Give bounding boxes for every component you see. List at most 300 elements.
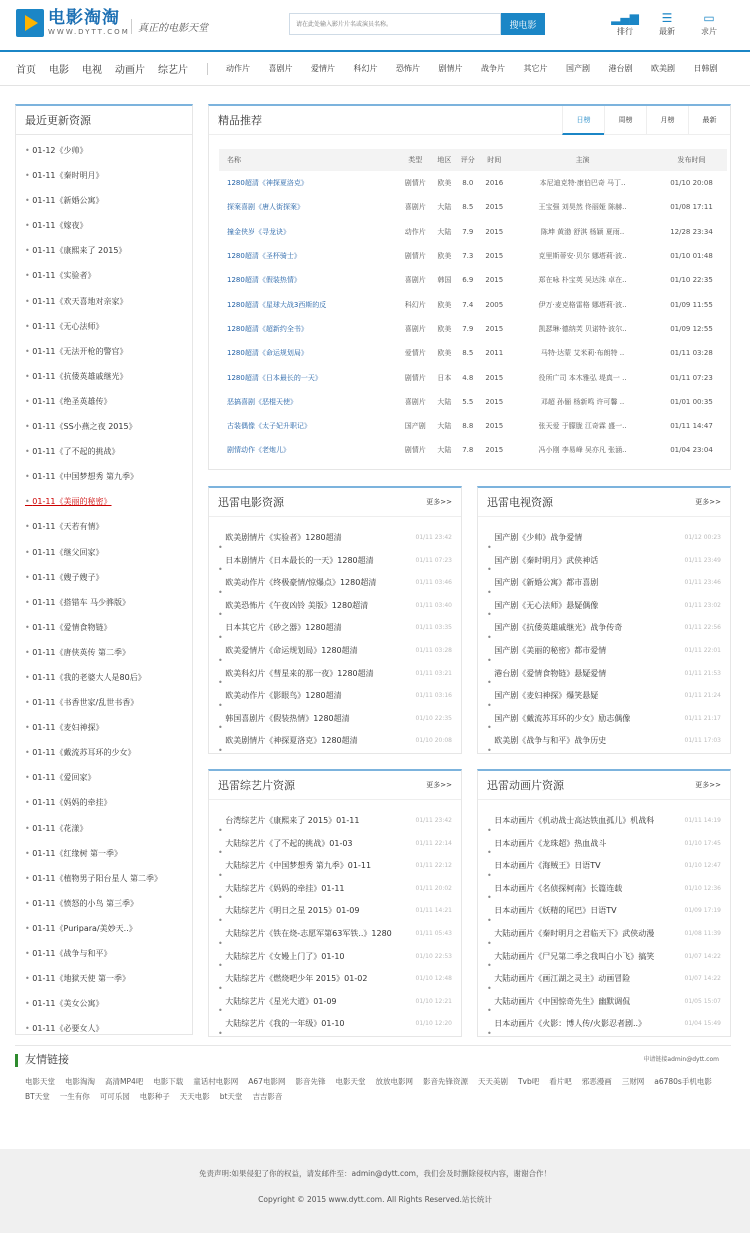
movie-title-link[interactable]: 1280超清《星球大战3西斯的反 <box>227 300 327 309</box>
list-item[interactable] <box>487 572 721 595</box>
list-item[interactable] <box>487 833 721 856</box>
tab-daily[interactable]: 日榜 <box>562 106 604 135</box>
search-bar <box>289 13 545 35</box>
nav-sub-item[interactable]: 剧情片 <box>438 64 463 73</box>
table-row[interactable] <box>219 438 727 462</box>
recent-item[interactable]: • 01-11《植物男子阳台星人 第二季》 <box>25 866 192 891</box>
nav-sub-item[interactable]: 爱情片 <box>311 64 335 73</box>
recent-item[interactable]: • 01-11《天若有情》 <box>25 514 192 539</box>
list-item[interactable] <box>218 550 452 573</box>
table-row[interactable] <box>219 365 727 389</box>
more-link[interactable]: 更多>> <box>695 498 721 506</box>
nav-item[interactable]: 动画片 <box>115 65 145 76</box>
friend-link[interactable]: 影音先锋 <box>295 1077 326 1086</box>
movie-title-link[interactable]: 1280超清《神探夏洛克》 <box>227 179 308 188</box>
table-cell: 欧美 <box>437 179 452 188</box>
list-item-title[interactable]: 国产剧《秦时明月》武侠神话 <box>494 555 599 565</box>
table-cell: 凯瑟琳·德纳芙 贝诺特·波尔.. <box>538 324 627 333</box>
list-item[interactable] <box>218 708 452 731</box>
table-cell: 剧情片 <box>404 179 426 188</box>
movie-title-link[interactable]: 剧情动作《老炮儿》 <box>227 446 290 455</box>
recent-item[interactable]: • 01-11《欢天喜地对亲家》 <box>25 289 192 314</box>
footer <box>0 1149 750 1233</box>
list-item[interactable] <box>218 640 452 663</box>
nav-divider <box>207 63 208 75</box>
recent-item[interactable]: • 01-11《美女公寓》 <box>25 991 192 1016</box>
nav-item[interactable]: 首页 <box>16 65 36 76</box>
list-item-time: 01/11 20:02 <box>415 884 452 892</box>
table-cell: 韩国 <box>437 276 452 285</box>
main-nav <box>0 52 750 86</box>
table-cell: 剧情片 <box>404 252 426 261</box>
friend-link[interactable]: 可可乐园 <box>99 1092 130 1101</box>
table-row[interactable] <box>219 268 727 292</box>
list-item-time: 01/11 03:40 <box>415 601 452 609</box>
list-item-title[interactable]: 日本动画片《龙珠超》热血战斗 <box>494 838 607 848</box>
list-item-time: 01/11 22:12 <box>415 862 452 870</box>
list-item[interactable] <box>218 685 452 708</box>
list-item[interactable] <box>218 730 452 753</box>
list-item[interactable] <box>487 685 721 708</box>
tab-monthly[interactable]: 月榜 <box>646 106 688 135</box>
movie-title-link[interactable]: 探案喜剧《唐人街探案》 <box>227 203 304 212</box>
nav-sub-item[interactable]: 动作片 <box>226 64 250 73</box>
list-item-time: 01/10 20:08 <box>415 737 452 745</box>
friend-link[interactable]: 影音先锋资源 <box>422 1077 468 1086</box>
list-item[interactable] <box>218 810 452 833</box>
table-cell: 2015 <box>485 373 504 382</box>
list-item-title[interactable]: 日本动画片《名侦探柯南》长篇连载 <box>494 883 623 893</box>
movie-title-link[interactable]: 古装偶像《太子妃升职记》 <box>227 422 311 431</box>
nav-sub-item[interactable]: 港台剧 <box>608 64 633 73</box>
table-cell: 01/09 11:55 <box>670 300 713 309</box>
list-item-title[interactable]: 日本动画片《火影：博人传/火影忍者剧..》 <box>494 1019 647 1029</box>
anime-panel <box>477 769 731 1037</box>
table-cell: 克里斯蒂安·贝尔 娜塔莉·波.. <box>538 252 627 261</box>
friend-link[interactable]: 邪恶漫画 <box>581 1077 612 1086</box>
recent-item[interactable]: • 01-11《爱情食物链》 <box>25 615 192 640</box>
list-item-title[interactable]: 国产剧《抗倭英雄戚继光》战争传奇 <box>494 623 623 633</box>
movie-title-link[interactable]: 恶搞喜剧《恶棍天使》 <box>227 397 297 406</box>
featured-tabs <box>562 106 730 135</box>
movie-title-link[interactable]: 1280超清《圣杯骑士》 <box>227 252 301 261</box>
list-item[interactable] <box>487 855 721 878</box>
table-cell: 5.5 <box>462 397 474 406</box>
friend-contact[interactable]: 申请链接admin@dytt.com <box>643 1056 719 1063</box>
table-cell: 01/04 23:04 <box>670 446 713 455</box>
table-header: 地区 <box>433 149 456 171</box>
list-item-title[interactable]: 港台剧《爱情食物链》悬疑爱情 <box>494 668 607 678</box>
list-item[interactable] <box>487 550 721 573</box>
nav-sub-item[interactable]: 战争片 <box>481 64 505 73</box>
more-link[interactable]: 更多>> <box>426 781 452 789</box>
play-logo-icon <box>16 9 44 37</box>
list-item[interactable] <box>487 640 721 663</box>
list-item-title[interactable]: 韩国喜剧片《假装热情》1280超清 <box>225 713 350 723</box>
table-header: 发布时间 <box>656 149 727 171</box>
list-item[interactable] <box>487 810 721 833</box>
tab-weekly[interactable]: 周榜 <box>604 106 646 135</box>
movie-title-link[interactable]: 1280超清《假装热情》 <box>227 276 301 285</box>
friend-link[interactable]: 天天电影 <box>179 1092 210 1101</box>
table-cell: 役所广司 本木雅弘 堤真一 .. <box>538 373 627 382</box>
recent-item[interactable]: • 01-11《美丽的秘密》 <box>25 489 192 514</box>
recent-item[interactable]: • 01-11《必要女人》 <box>25 1016 192 1041</box>
table-row[interactable] <box>219 292 727 316</box>
table-cell: 2015 <box>485 446 504 455</box>
recent-item[interactable]: • 01-11《实验者》 <box>25 263 192 288</box>
list-item-time: 01/11 03:21 <box>415 669 452 677</box>
table-cell: 8.0 <box>462 179 474 188</box>
friend-links-panel <box>15 1045 731 1113</box>
list-item-time: 01/11 23:02 <box>684 601 721 609</box>
list-item-title[interactable]: 国产剧《少帅》战争爱情 <box>494 533 583 542</box>
recent-item[interactable]: • 01-11《花漾》 <box>25 816 192 841</box>
list-item-title[interactable]: 欧美动作片《终极豪情/惊爆点》1280超清 <box>225 578 377 588</box>
table-cell: 7.4 <box>462 300 474 309</box>
list-item[interactable] <box>218 1013 452 1036</box>
table-header: 评分 <box>456 149 479 171</box>
variety-list <box>209 800 461 1036</box>
list-item-time: 01/05 15:07 <box>684 997 721 1005</box>
list-item-time: 01/11 03:46 <box>415 579 452 587</box>
list-item-title[interactable]: 日本动画片《海贼王》日语TV <box>494 861 601 871</box>
list-item-title[interactable]: 欧美剧情片《神探夏洛克》1280超清 <box>225 736 358 746</box>
list-item[interactable] <box>218 527 452 550</box>
table-cell: 王宝强 刘昊然 佟丽娅 陈赫.. <box>538 203 627 212</box>
recent-item[interactable]: • 01-11《无法开枪的警官》 <box>25 339 192 364</box>
recent-item[interactable]: • 01-11《红缘树 第一季》 <box>25 841 192 866</box>
list-item[interactable] <box>487 595 721 618</box>
list-item[interactable] <box>487 923 721 946</box>
list-item[interactable] <box>487 663 721 686</box>
list-item-title[interactable]: 大陆综艺片《中国梦想秀 第九季》01-11 <box>225 861 372 871</box>
logo-name: 电影淘淘 <box>48 8 120 28</box>
list-item[interactable] <box>218 946 452 969</box>
table-row[interactable] <box>219 414 727 438</box>
table-cell: 张天爱 于朦胧 江奇霖 盛一.. <box>538 422 627 431</box>
nav-item[interactable]: 电视 <box>82 65 102 76</box>
table-cell: 8.5 <box>462 349 474 358</box>
list-item-title[interactable]: 大陆综艺片《了不起的挑战》01-03 <box>225 838 353 848</box>
recent-panel <box>15 104 193 1035</box>
list-item[interactable] <box>218 923 452 946</box>
list-item-title[interactable]: 欧美剧《战争与和平》战争历史 <box>494 736 607 746</box>
list-item-time: 01/11 22:01 <box>684 646 721 654</box>
list-item-title[interactable]: 大陆综艺片《女嫚上门了》01-10 <box>225 951 345 961</box>
friend-link[interactable]: BT天堂 <box>25 1092 50 1101</box>
table-row[interactable] <box>219 244 727 268</box>
tv-list <box>478 517 730 753</box>
ranking-link[interactable]: ▂▄▆ 排行 <box>604 10 646 37</box>
table-cell: 7.8 <box>462 446 474 455</box>
list-item-time: 01/12 00:23 <box>684 534 721 541</box>
recent-item[interactable]: • 01-11《书香世家/乱世书香》 <box>25 690 192 715</box>
table-row[interactable] <box>219 317 727 341</box>
list-item[interactable] <box>218 663 452 686</box>
search-input[interactable] <box>289 13 501 35</box>
nav-sub-item[interactable]: 日韩剧 <box>693 64 718 73</box>
table-cell: 2015 <box>485 397 504 406</box>
movie-title-link[interactable]: 1280超清《超新约全书》 <box>227 324 308 333</box>
list-item-title[interactable]: 国产剧《无心法师》悬疑偶像 <box>494 600 599 610</box>
recent-item[interactable]: • 01-11《愤怒的小鸟 第三季》 <box>25 891 192 916</box>
list-item[interactable] <box>487 708 721 731</box>
table-cell: 欧美 <box>437 252 452 261</box>
table-cell: 欧美 <box>437 349 452 358</box>
recent-item[interactable]: • 01-11《了不起的挑战》 <box>25 439 192 464</box>
anime-title: 迅雷动画片资源 <box>487 779 564 792</box>
table-cell: 科幻片 <box>404 300 426 309</box>
recent-item[interactable]: • 01-11《爱回家》 <box>25 765 192 790</box>
tab-latest[interactable]: 最新 <box>688 106 730 135</box>
recent-item[interactable]: • 01-11《妈妈的牵挂》 <box>25 790 192 815</box>
list-item[interactable] <box>487 617 721 640</box>
recent-item[interactable]: • 01-11《抗倭英雄戚继光》 <box>25 364 192 389</box>
nav-sub-item[interactable]: 恐怖片 <box>396 64 420 73</box>
list-item[interactable] <box>487 900 721 923</box>
recent-item[interactable]: • 01-11《Puripara/美妙天..》 <box>25 916 192 941</box>
table-cell: 01/10 20:08 <box>670 179 713 188</box>
table-cell: 大陆 <box>437 203 452 212</box>
list-item-time: 01/10 12:48 <box>415 975 452 983</box>
list-item-time: 01/11 03:28 <box>415 646 452 654</box>
table-cell: 01/01 00:35 <box>670 397 713 406</box>
table-cell: 2011 <box>485 349 504 358</box>
recent-item[interactable]: • 01-11《唐侠英传 第二季》 <box>25 640 192 665</box>
list-item-time: 01/11 21:24 <box>684 692 721 700</box>
list-item[interactable] <box>487 991 721 1014</box>
list-item-title[interactable]: 日本动画片《妖精的尾巴》日语TV <box>494 906 617 916</box>
table-row[interactable] <box>219 171 727 195</box>
list-item-title[interactable]: 欧美动作片《影眼鸟》1280超清 <box>225 691 342 701</box>
table-cell: 01/10 22:35 <box>670 276 713 285</box>
table-row[interactable] <box>219 341 727 365</box>
list-item-time: 01/11 21:53 <box>684 669 721 677</box>
table-cell: 邓超 孙俪 杨新鸣 许可馨 .. <box>540 397 625 406</box>
nav-sub-item[interactable]: 喜剧片 <box>268 64 293 73</box>
table-cell: 4.8 <box>462 373 474 382</box>
recent-item[interactable]: • 01-11《麦妇神探》 <box>25 715 192 740</box>
list-item[interactable] <box>487 1013 721 1036</box>
friend-link[interactable]: a6780s手机电影 <box>654 1077 712 1086</box>
table-row[interactable] <box>219 390 727 414</box>
list-item-time: 01/10 22:53 <box>415 952 452 960</box>
movies-list <box>209 517 461 753</box>
nav-sub-item[interactable]: 其它片 <box>523 64 548 73</box>
list-item-title[interactable]: 日本剧情片《日本最长的一天》1280超清 <box>225 555 374 565</box>
table-cell: 喜剧片 <box>404 397 426 406</box>
recent-item[interactable]: • 01-12《少帅》 <box>25 138 192 163</box>
friend-title: 友情链接 <box>25 1053 69 1066</box>
list-item[interactable] <box>487 878 721 901</box>
list-item[interactable] <box>218 855 452 878</box>
featured-panel <box>208 104 731 470</box>
top-icons <box>604 10 730 37</box>
movie-title-link[interactable]: 撞金侠岁《寻龙诀》 <box>227 227 290 236</box>
featured-table <box>219 149 727 463</box>
friend-link[interactable]: 放放电影网 <box>375 1077 413 1086</box>
table-cell: 2015 <box>485 422 504 431</box>
list-item[interactable] <box>487 968 721 991</box>
friend-link[interactable]: 一生有你 <box>59 1092 90 1101</box>
list-item-title[interactable]: 大陆综艺片《妈妈的牵挂》01-11 <box>225 883 345 893</box>
list-item-title[interactable]: 日本动画片《机动战士高达铁血孤儿》机战科 <box>494 816 655 825</box>
more-link[interactable]: 更多>> <box>695 781 721 789</box>
friend-link[interactable]: 电影种子 <box>139 1092 170 1101</box>
friend-link[interactable]: 天天美剧 <box>477 1077 508 1086</box>
friend-link[interactable]: Tvb吧 <box>517 1077 540 1086</box>
recent-item[interactable]: • 01-11《嫁夜》 <box>25 213 192 238</box>
friend-link[interactable]: 电影下载 <box>153 1077 184 1086</box>
table-cell: 马特·达蒙 艾米莉·布朗特 .. <box>540 349 625 358</box>
friend-link[interactable]: 电影天堂 <box>335 1077 366 1086</box>
recent-item[interactable]: • 01-11《中国梦想秀 第九季》 <box>25 464 192 489</box>
list-item-title[interactable]: 大陆动画片《中国惊奇先生》幽默调侃 <box>494 996 631 1006</box>
footer-copyright: Copyright © 2015 www.dytt.com. All Rights Reserved.站长统计 <box>258 1195 492 1204</box>
recent-item[interactable]: • 01-11《继父回家》 <box>25 540 192 565</box>
table-cell: 喜剧片 <box>404 324 426 333</box>
list-item-title[interactable]: 国产剧《戴流苏耳环的少女》励志偶像 <box>494 713 631 723</box>
list-item-title[interactable]: 台湾综艺片《康熙来了 2015》01-11 <box>225 816 360 825</box>
list-item-title[interactable]: 大陆综艺片《我的一年级》01-10 <box>225 1019 345 1029</box>
table-header: 时间 <box>479 149 509 171</box>
list-item-title[interactable]: 国产剧《美丽的秘密》都市爱情 <box>494 645 607 655</box>
list-item-time: 01/11 14:21 <box>415 907 452 915</box>
recent-item[interactable]: • 01-11《SS小燕之夜 2015》 <box>25 414 192 439</box>
list-item[interactable] <box>218 595 452 618</box>
nav-sub-item[interactable]: 欧美剧 <box>651 64 675 73</box>
recent-item[interactable]: • 01-11《绝圣英雄传》 <box>25 389 192 414</box>
recent-item[interactable]: • 01-11《戴流苏耳环的少女》 <box>25 740 192 765</box>
list-item[interactable] <box>218 833 452 856</box>
list-item-time: 01/10 12:36 <box>684 884 721 892</box>
friend-link[interactable]: 吉吉影音 <box>252 1092 283 1101</box>
table-row[interactable] <box>219 195 727 219</box>
recent-item[interactable]: • 01-11《嫂子嫂子》 <box>25 565 192 590</box>
list-item-time: 01/11 22:14 <box>415 839 452 847</box>
list-item-title[interactable]: 大陆综艺片《铁在烧-志愿军第63军铁..》1280 <box>225 928 392 938</box>
list-item[interactable] <box>218 968 452 991</box>
table-cell: 2016 <box>485 179 504 188</box>
list-item[interactable] <box>218 878 452 901</box>
table-cell: 7.9 <box>462 227 474 236</box>
nav-item[interactable]: 电影 <box>49 65 69 76</box>
table-cell: 喜剧片 <box>404 276 426 285</box>
list-item-title[interactable]: 国产剧《麦妇神探》爆笑悬疑 <box>494 691 599 701</box>
list-item-time: 01/11 22:56 <box>684 624 721 632</box>
list-item-time: 01/11 05:43 <box>415 929 452 937</box>
list-item-title[interactable]: 大陆动画片《秦时明月之君临天下》武侠动漫 <box>494 928 655 938</box>
list-item-time: 01/11 03:16 <box>415 692 452 700</box>
table-cell: 01/11 03:28 <box>670 349 713 358</box>
table-row[interactable] <box>219 220 727 244</box>
nav-sub-item[interactable]: 国产剧 <box>566 64 590 73</box>
list-item-time: 01/10 12:20 <box>415 1020 452 1028</box>
list-item[interactable] <box>218 991 452 1014</box>
list-item-time: 01/11 17:03 <box>684 737 721 745</box>
recent-item[interactable]: • 01-11《康熙来了 2015》 <box>25 238 192 263</box>
latest-link[interactable]: ☰ 最新 <box>646 10 688 37</box>
friend-link[interactable]: 电影淘淘 <box>65 1077 95 1086</box>
recent-item[interactable]: • 01-11《搭错车 马少骅版》 <box>25 590 192 615</box>
table-cell: 动作片 <box>404 227 426 236</box>
list-item-title[interactable]: 大陆综艺片《明日之星 2015》01-09 <box>225 906 360 916</box>
movies-panel <box>208 486 462 754</box>
list-item-time: 01/04 15:49 <box>684 1020 721 1028</box>
logo[interactable] <box>16 9 130 37</box>
recent-list <box>16 135 192 1041</box>
recent-title: 最近更新资源 <box>16 106 192 135</box>
list-item-time: 01/09 17:19 <box>684 907 721 915</box>
list-item-title[interactable]: 欧美爱情片《命运规划局》1280超清 <box>225 645 358 655</box>
movies-title: 迅雷电影资源 <box>218 496 284 509</box>
table-cell: 大陆 <box>437 446 452 455</box>
list-item-time: 01/10 12:47 <box>684 862 721 870</box>
list-item-title[interactable]: 国产剧《新婚公寓》都市喜剧 <box>494 578 599 588</box>
list-item[interactable] <box>487 527 721 550</box>
recent-item[interactable]: • 01-11《无心法师》 <box>25 314 192 339</box>
friend-link[interactable]: 三财网 <box>621 1077 645 1086</box>
recent-item[interactable]: • 01-11《地狱天使 第一季》 <box>25 966 192 991</box>
table-cell: 2005 <box>485 300 504 309</box>
nav-main <box>16 61 201 76</box>
table-cell: 01/08 17:11 <box>670 203 713 212</box>
friend-link[interactable]: 电影天堂 <box>25 1077 55 1086</box>
list-item[interactable] <box>218 617 452 640</box>
list-item-title[interactable]: 欧美恐怖片《午夜凶铃 美版》1280超清 <box>225 600 369 610</box>
movie-title-link[interactable]: 1280超清《命运规划局》 <box>227 349 308 358</box>
friend-link[interactable]: 高清MP4吧 <box>105 1077 144 1086</box>
recent-item[interactable]: • 01-11《新婚公寓》 <box>25 188 192 213</box>
recent-item[interactable]: • 01-11《秦时明月》 <box>25 163 192 188</box>
nav-item[interactable]: 综艺片 <box>158 65 188 76</box>
list-item-title[interactable]: 大陆综艺片《星光大道》01-09 <box>225 996 337 1006</box>
request-link[interactable]: ▭ 求片 <box>688 10 730 37</box>
list-item-time: 01/10 12:21 <box>415 997 452 1005</box>
list-item-time: 01/08 11:39 <box>684 929 721 937</box>
list-item-title[interactable]: 欧美科幻片《彗星来的那一夜》1280超清 <box>225 668 374 678</box>
friend-link[interactable]: A67电影网 <box>248 1077 286 1086</box>
list-item-title[interactable]: 大陆动画片《尸兄第二季之我叫白小飞》搞笑 <box>494 951 655 961</box>
friend-link[interactable]: bt天堂 <box>219 1092 243 1101</box>
list-item[interactable] <box>218 572 452 595</box>
movie-title-link[interactable]: 1280超清《日本最长的一天》 <box>227 373 322 382</box>
search-button[interactable]: 搜电影 <box>501 13 545 35</box>
list-item-title[interactable]: 大陆动画片《画江湖之灵主》动画冒险 <box>494 974 631 984</box>
recent-item[interactable]: • 01-11《战争与和平》 <box>25 941 192 966</box>
list-item[interactable] <box>487 946 721 969</box>
recent-item[interactable]: • 01-11《我的老婆大人是80后》 <box>25 665 192 690</box>
list-item[interactable] <box>487 730 721 753</box>
list-item-time: 01/11 23:42 <box>415 817 452 824</box>
list-item-time: 01/11 03:35 <box>415 624 452 632</box>
table-cell: 欧美 <box>437 300 452 309</box>
table-cell: 欧美 <box>437 324 452 333</box>
list-item-title[interactable]: 日本其它片《砂之器》1280超清 <box>225 623 342 633</box>
nav-sub-item[interactable]: 科幻片 <box>353 64 378 73</box>
table-cell: 8.5 <box>462 203 474 212</box>
table-cell: 大陆 <box>437 227 452 236</box>
friend-link[interactable]: 童话村电影网 <box>193 1077 239 1086</box>
more-link[interactable]: 更多>> <box>426 498 452 506</box>
list-item[interactable] <box>218 900 452 923</box>
table-cell: 01/11 07:23 <box>670 373 713 382</box>
list-item-time: 01/10 17:45 <box>684 839 721 847</box>
list-item-title[interactable]: 大陆综艺片《燃烧吧少年 2015》01-02 <box>225 974 368 984</box>
friend-link[interactable]: 看片吧 <box>549 1077 572 1086</box>
list-item-title[interactable]: 欧美剧情片《实验者》1280超清 <box>225 533 342 542</box>
